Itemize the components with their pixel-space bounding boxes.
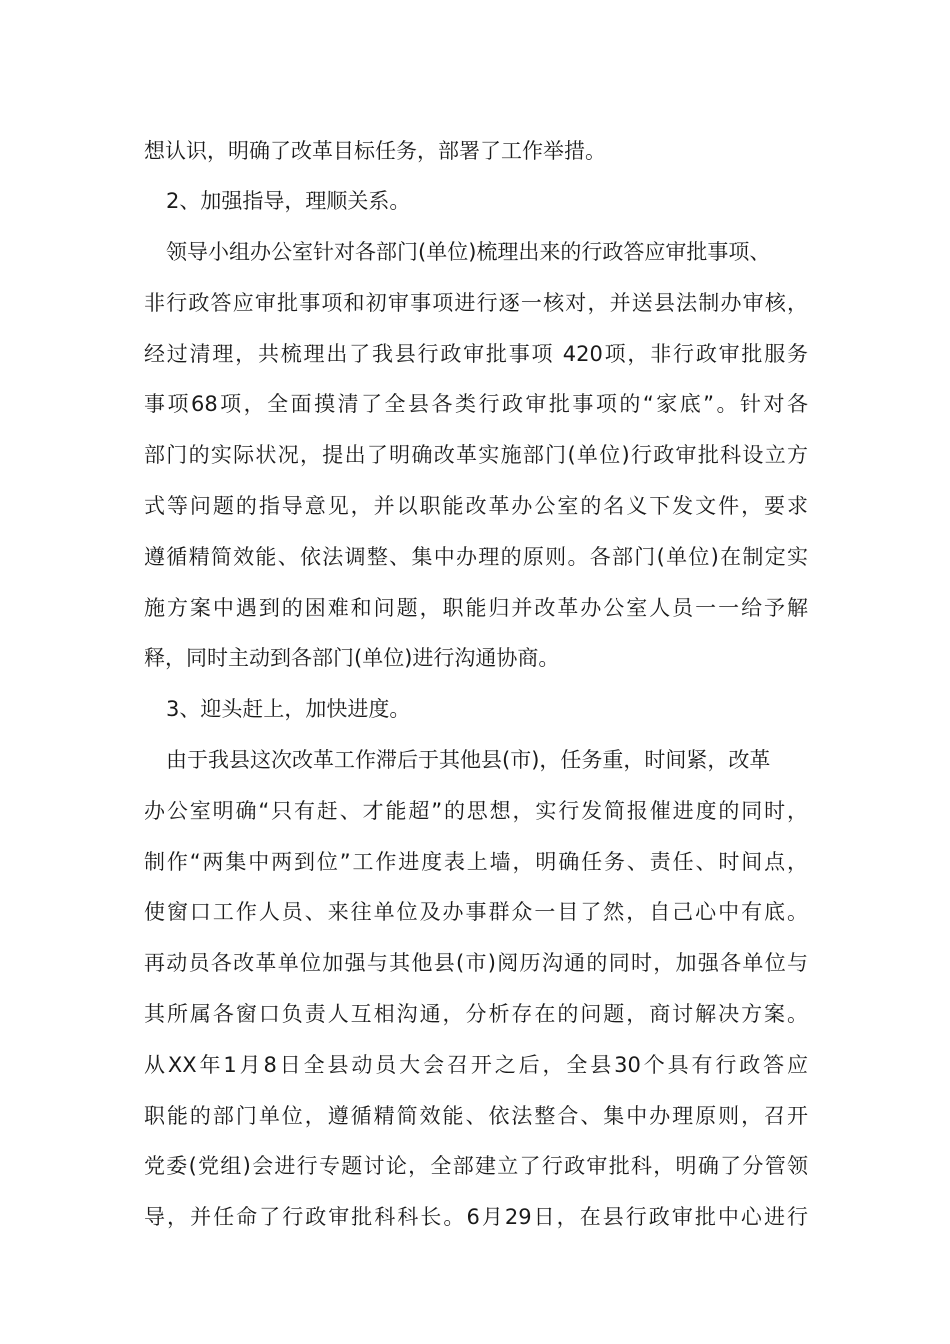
text-line: 领导小组办公室针对各部门(单位)梳理出来的行政答应审批事项、 <box>166 240 771 264</box>
text-line: 职能的部门单位，遵循精简效能、依法整合、集中办理原则，召开 <box>144 1104 808 1128</box>
text-line: 式等问题的指导意见，并以职能改革办公室的名义下发文件，要求 <box>144 494 808 518</box>
text-line: 施方案中遇到的困难和问题，职能归并改革办公室人员一一给予解 <box>144 596 808 620</box>
text-line: 由于我县这次改革工作滞后于其他县(市)，任务重，时间紧，改革 <box>166 748 771 772</box>
text-line: 办公室明确“只有赶、才能超”的思想，实行发简报催进度的同时， <box>144 799 808 823</box>
text-line: 释，同时主动到各部门(单位)进行沟通协商。 <box>144 646 560 670</box>
text-line: 想认识，明确了改革目标任务，部署了工作举措。 <box>144 139 606 163</box>
text-line: 党委(党组)会进行专题讨论，全部建立了行政审批科，明确了分管领 <box>144 1154 808 1178</box>
text-line: 遵循精简效能、依法调整、集中办理的原则。各部门(单位)在制定实 <box>144 545 808 569</box>
section-heading: 3、迎头赶上，加快进度。 <box>166 697 411 721</box>
text-line: 从XX年1月8日全县动员大会召开之后，全县30个具有行政答应 <box>144 1053 808 1077</box>
text-line: 制作“两集中两到位”工作进度表上墙，明确任务、责任、时间点， <box>144 850 808 874</box>
section-heading: 2、加强指导，理顺关系。 <box>166 189 411 213</box>
text-line: 经过清理，共梳理出了我县行政审批事项 420项，非行政审批服务 <box>144 342 808 366</box>
text-line: 使窗口工作人员、来往单位及办事群众一目了然，自己心中有底。 <box>144 900 808 924</box>
text-line: 再动员各改革单位加强与其他县(市)阅历沟通的同时，加强各单位与 <box>144 951 808 975</box>
text-line: 事项68项，全面摸清了全县各类行政审批事项的“家底”。针对各 <box>144 392 808 416</box>
text-line: 非行政答应审批事项和初审事项进行逐一核对，并送县法制办审核， <box>144 291 808 315</box>
text-line: 导，并任命了行政审批科科长。6月29日，在县行政审批中心进行 <box>144 1205 808 1229</box>
text-line: 其所属各窗口负责人互相沟通，分析存在的问题，商讨解决方案。 <box>144 1002 808 1026</box>
text-line: 部门的实际状况，提出了明确改革实施部门(单位)行政审批科设立方 <box>144 443 808 467</box>
